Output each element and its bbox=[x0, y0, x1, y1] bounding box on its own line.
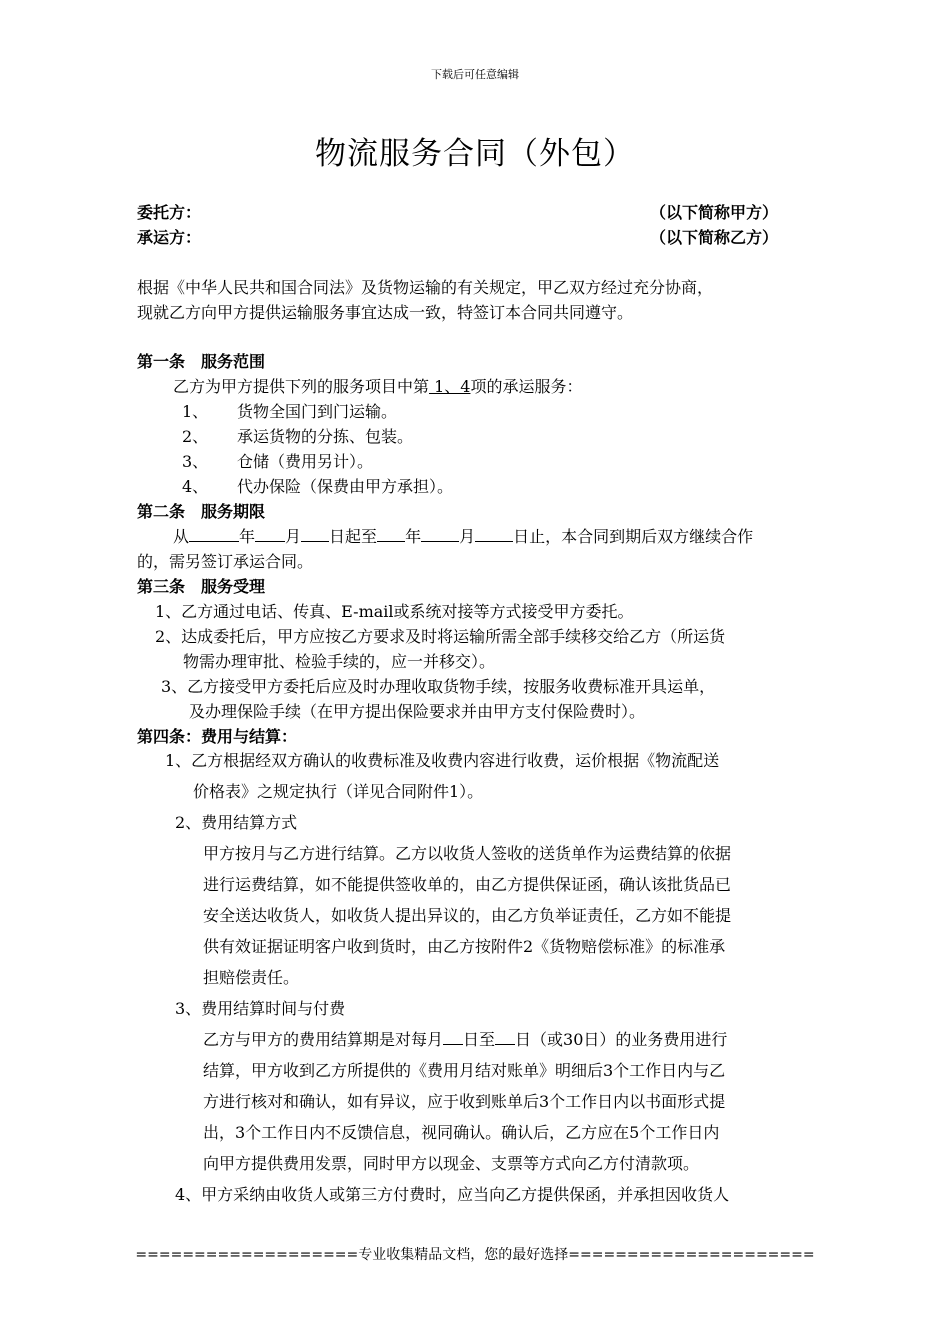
day-blank bbox=[301, 525, 329, 542]
article3-item-3-line-1: 3、乙方接受甲方委托后应及时办理收取货物手续，按服务收费标准开具运单， bbox=[161, 677, 716, 696]
article2-heading: 第二条 服务期限 bbox=[137, 502, 266, 521]
article3-item-3-line-2: 及办理保险手续（在甲方提出保险要求并由甲方支付保险费时）。 bbox=[189, 702, 646, 721]
article4-item-3-line-1-c: 日（或30日）的业务费用进行 bbox=[515, 1030, 728, 1049]
article2-year: 年 bbox=[239, 527, 256, 546]
article1-item-1-text: 货物全国门到门运输。 bbox=[237, 402, 398, 421]
article2-date-line bbox=[173, 524, 753, 547]
article3-heading: 第三条 服务受理 bbox=[137, 577, 266, 596]
year-blank bbox=[189, 525, 239, 542]
intro-line-2: 现就乙方向甲方提供运输服务事宜达成一致，特签订本合同共同遵守。 bbox=[137, 303, 634, 322]
article1-lead-after: 项的承运服务： bbox=[470, 377, 583, 396]
article2-year2: 年 bbox=[405, 527, 422, 546]
carrier-note: （以下简称乙方） bbox=[650, 228, 779, 247]
article4-item-2-line-4: 供有效证据证明客户收到货时，由乙方按附件2《货物赔偿标准》的标准承 bbox=[203, 937, 726, 956]
article4-heading: 第四条：费用与结算： bbox=[137, 727, 298, 746]
month-blank bbox=[255, 525, 285, 542]
article4-item-2-line-3: 安全送达收货人，如收货人提出异议的，由乙方负举证责任，乙方如不能提 bbox=[203, 906, 732, 925]
start-day-blank bbox=[443, 1028, 463, 1045]
article1-item-2-text: 承运货物的分拣、包装。 bbox=[237, 427, 414, 446]
article1-item-2-num: 2、 bbox=[182, 427, 209, 446]
day2-blank bbox=[475, 525, 513, 542]
article1-item-4-num: 4、 bbox=[182, 477, 209, 496]
article4-item-2-line-1: 甲方按月与乙方进行结算。乙方以收货人签收的送货单作为运费结算的依据 bbox=[203, 844, 732, 863]
article3-item-2-line-1: 2、达成委托后，甲方应按乙方要求及时将运输所需全部手续移交给乙方（所运货 bbox=[155, 627, 726, 646]
article2-tail: 日止，本合同到期后双方继续合作 bbox=[513, 527, 754, 546]
footer-text: ===================专业收集精品文档，您的最好选择===================== bbox=[135, 1247, 815, 1263]
end-day-blank bbox=[495, 1028, 515, 1045]
article4-item-3-line-1-b: 日至 bbox=[463, 1030, 496, 1049]
article1-item-4-text: 代办保险（保费由甲方承担）。 bbox=[237, 477, 454, 496]
article4-item-3-line-3: 方进行核对和确认，如有异议，应于收到账单后3个工作日内以书面形式提 bbox=[203, 1092, 726, 1111]
article4-item-3-line-5: 向甲方提供费用发票，同时甲方以现金、支票等方式向乙方付清款项。 bbox=[203, 1154, 700, 1173]
article2-day-from: 日起至 bbox=[329, 527, 378, 546]
article1-item-3-text: 仓储（费用另计）。 bbox=[237, 452, 374, 471]
article4-item-4-line-1: 4、甲方采纳由收货人或第三方付费时，应当向乙方提供保函，并承担因收货人 bbox=[175, 1185, 730, 1204]
article2-month2: 月 bbox=[459, 527, 476, 546]
article1-heading: 第一条 服务范围 bbox=[137, 352, 266, 371]
month2-blank bbox=[421, 525, 459, 542]
article4-item-1-line-1: 1、乙方根据经双方确认的收费标准及收费内容进行收费，运价根据《物流配送 bbox=[165, 751, 720, 770]
header-note: 下载后可任意编辑 bbox=[431, 68, 519, 81]
article1-item-1-num: 1、 bbox=[182, 402, 209, 421]
article1-lead-before: 乙方为甲方提供下列的服务项目中第 bbox=[173, 377, 430, 396]
article4-item-3-line-2: 结算，甲方收到乙方所提供的《费用月结对账单》明细后3个工作日内与乙 bbox=[203, 1061, 726, 1080]
article4-item-3-title: 3、费用结算时间与付费 bbox=[175, 999, 346, 1018]
article4-item-3-line-1-a: 乙方与甲方的费用结算期是对每月 bbox=[203, 1030, 444, 1049]
article2-from: 从 bbox=[173, 527, 190, 546]
client-note: （以下简称甲方） bbox=[650, 203, 779, 222]
intro-line-1: 根据《中华人民共和国合同法》及货物运输的有关规定，甲乙双方经过充分协商， bbox=[137, 278, 714, 297]
article1-lead bbox=[173, 374, 582, 397]
article4-item-2-title: 2、费用结算方式 bbox=[175, 813, 298, 832]
article1-item-3-num: 3、 bbox=[182, 452, 209, 471]
article4-item-2-line-2: 进行运费结算，如不能提供签收单的，由乙方提供保证函，确认该批货品已 bbox=[203, 875, 732, 894]
article3-item-1: 1、乙方通过电话、传真、E-mail或系统对接等方式接受甲方委托。 bbox=[155, 602, 634, 621]
document-title: 物流服务合同（外包） bbox=[315, 136, 635, 172]
article3-item-2-line-2: 物需办理审批、检验手续的，应一并移交）。 bbox=[183, 652, 496, 671]
article2-month: 月 bbox=[285, 527, 302, 546]
article4-item-2-line-5: 担赔偿责任。 bbox=[203, 968, 300, 987]
article1-lead-fill: 1、4 bbox=[429, 377, 471, 396]
client-label: 委托方： bbox=[137, 203, 202, 222]
year2-blank bbox=[377, 525, 405, 542]
article4-item-1-line-2: 价格表》之规定执行（详见合同附件1）。 bbox=[193, 782, 484, 801]
article4-item-3-line-4: 出，3个工作日内不反馈信息，视同确认。确认后，乙方应在5个工作日内 bbox=[203, 1123, 720, 1142]
carrier-label: 承运方： bbox=[137, 228, 202, 247]
article2-line-2: 的，需另签订承运合同。 bbox=[137, 552, 314, 571]
article4-item-3-line-1 bbox=[203, 1027, 727, 1050]
